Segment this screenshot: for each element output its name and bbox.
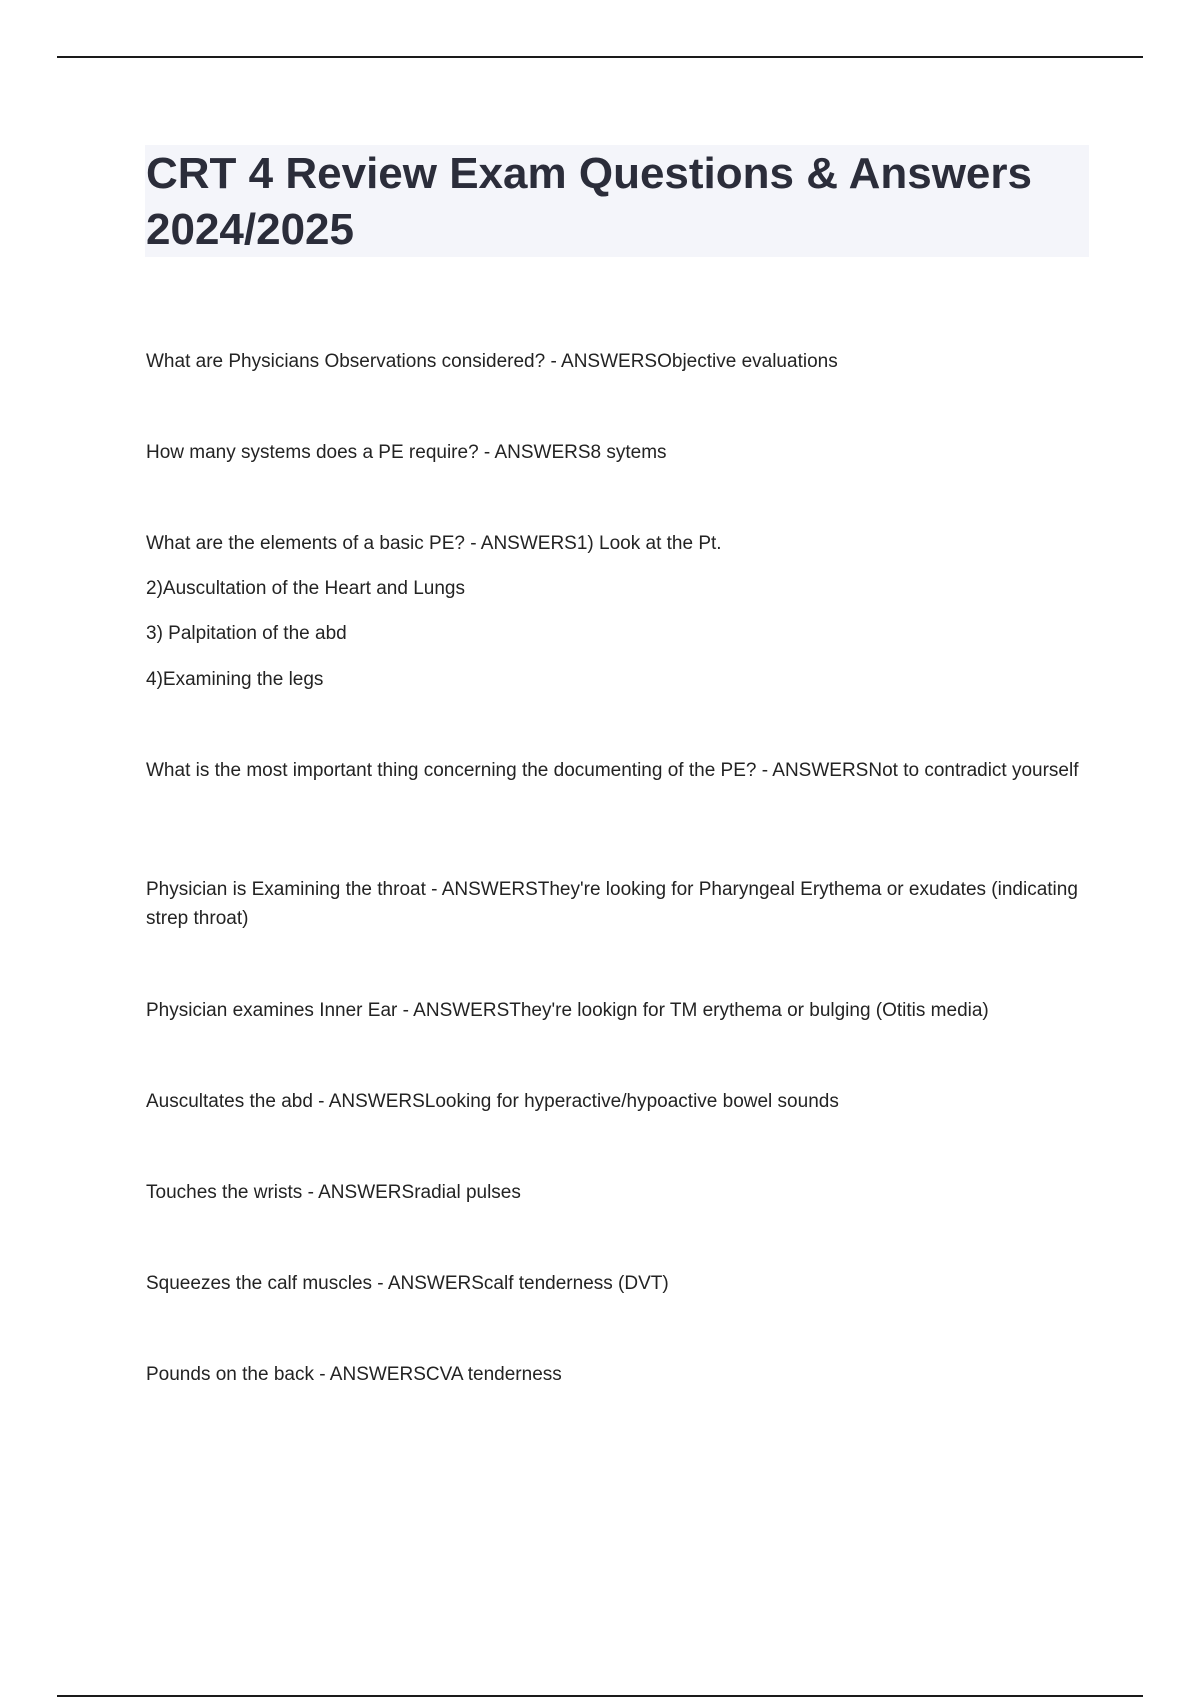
qa-entry: Pounds on the back - ANSWERSCVA tenderness	[146, 1364, 562, 1385]
qa-entry: How many systems does a PE require? - ANSWERS8 sytems	[146, 442, 667, 463]
document-title: CRT 4 Review Exam Questions & Answers 2024/2025	[146, 149, 1032, 254]
qa-entry-continuation: 4)Examining the legs	[146, 669, 324, 690]
qa-entry: Physician is Examining the throat - ANSWERSThey're looking for Pharyngeal Erythema or exudates (indicating strep throat)	[146, 879, 1078, 929]
top-rule	[57, 56, 1143, 58]
qa-entry-continuation: 2)Auscultation of the Heart and Lungs	[146, 578, 465, 599]
qa-entry: Physician examines Inner Ear - ANSWERSThey're lookign for TM erythema or bulging (Otitis media)	[146, 1000, 989, 1021]
qa-entry: Squeezes the calf muscles - ANSWERScalf tenderness (DVT)	[146, 1273, 669, 1294]
qa-entry: What are the elements of a basic PE? - ANSWERS1) Look at the Pt.	[146, 533, 722, 554]
qa-entry: Auscultates the abd - ANSWERSLooking for hyperactive/hypoactive bowel sounds	[146, 1091, 839, 1112]
qa-entry: What is the most important thing concerning the documenting of the PE? - ANSWERSNot to contradict yourself	[146, 760, 1079, 781]
qa-entry: What are Physicians Observations considered? - ANSWERSObjective evaluations	[146, 351, 838, 372]
bottom-rule	[57, 1695, 1143, 1697]
qa-entry: Touches the wrists - ANSWERSradial pulses	[146, 1182, 521, 1203]
qa-entry-continuation: 3) Palpitation of the abd	[146, 623, 347, 644]
